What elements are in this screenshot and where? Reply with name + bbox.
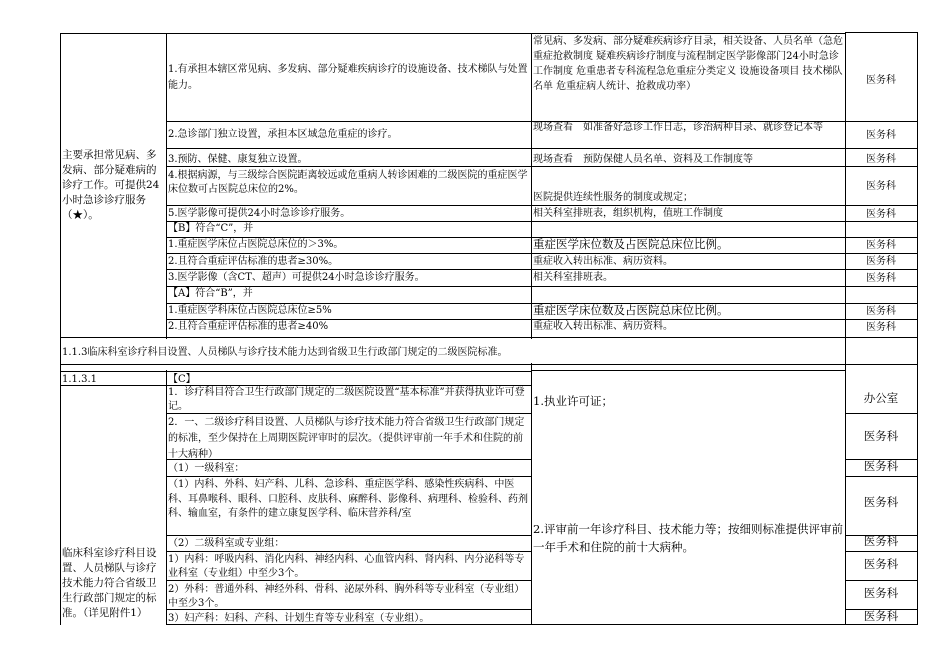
grid-line bbox=[166, 205, 846, 206]
grid-line bbox=[845, 551, 918, 552]
grid-line bbox=[166, 148, 846, 149]
grid-line bbox=[845, 237, 918, 238]
grade-a-header: 【A】符合“B”，并 bbox=[168, 288, 253, 299]
grid-line bbox=[845, 205, 918, 206]
req-b3: 3.医学影像（含CT、超声）可提供24小时急诊诊疗服务。 bbox=[168, 272, 425, 283]
method-review: 2.评审前一年诊疗科目、技术能力等；按细则标准提供评审前一年手术和住院的前十大病种。 bbox=[533, 522, 843, 554]
req-l5: （2）二级科室或专业组： bbox=[168, 538, 285, 549]
grid-line bbox=[845, 580, 918, 581]
req-c2: 2.急诊部门独立设置，承担本区域急危重症的诊疗。 bbox=[168, 129, 398, 140]
col-a-main-text: 主要承担常见病、多发病、部分疑难病的诊疗工作。可提供24小时急诊诊疗服务（★）。 bbox=[62, 149, 160, 221]
dept-c2: 医务科 bbox=[866, 130, 896, 141]
grid-line bbox=[845, 148, 918, 149]
req-a1: 1.重症医学科床位占医院总床位≥5% bbox=[168, 305, 332, 316]
req-c3: 3.预防、保健、康复独立设置。 bbox=[168, 154, 308, 165]
req-l3: （1）一级科室： bbox=[168, 463, 245, 474]
grid-line bbox=[166, 551, 532, 552]
col-a-lower-text: 临床科室诊疗科目设置、人员梯队与诊疗技术能力符合省级卫生行政部门规定的标准。（详见附件1） bbox=[62, 547, 157, 619]
dept-l5: 医务科 bbox=[863, 534, 899, 548]
method-b3: 相关科室排班表。 bbox=[533, 272, 613, 283]
section-113-title: 1.1.3临床科室诊疗科目设置、人员梯队与诊疗技术能力达到省级卫生行政部门规定的二级医院标准。 bbox=[62, 347, 508, 358]
dept-l3: 医务科 bbox=[863, 459, 899, 473]
grid-line bbox=[845, 413, 918, 414]
req-c1: 1.有承担本辖区常见病、多发病、部分疑难疾病诊疗的设施设备、技术梯队与处置能力。 bbox=[168, 64, 528, 91]
req-l4: （1）内科、外科、妇产科、儿科、急诊科、重症医学科、感染性疾病科、中医科、耳鼻喉科、眼科、口腔科、皮肤科、麻醉科、影像科、病理科、检验科、药剂科、输血室，有条件的建立康复医学科、临床营养科/室 bbox=[168, 479, 528, 519]
req-l1: 1．诊疗科目符合卫生行政部门规定的二级医院设置“基本标准”并获得执业许可登记。 bbox=[168, 387, 525, 412]
grid-line bbox=[845, 269, 918, 270]
grade-b-header: 【B】符合“C”，并 bbox=[168, 223, 254, 234]
method-a2: 重症收入转出标准、病历资料。 bbox=[533, 321, 673, 332]
req-c4: 4.根据病源，与三级综合医院距离较远或危重病人转诊困难的二级医院的重症医学床位数可占医院总床位的2%。 bbox=[168, 170, 528, 195]
grid-line bbox=[166, 166, 846, 167]
section-code-1131: 1.1.3.1 bbox=[62, 374, 97, 385]
req-l8: 3）妇产科：妇科、产科、计划生育等专业科室（专业组）。 bbox=[168, 613, 430, 624]
grid-line bbox=[166, 269, 846, 270]
grid-line bbox=[166, 253, 846, 254]
grid-line bbox=[845, 303, 918, 304]
grid-line bbox=[60, 371, 532, 372]
req-b1: 1.重症医学床位占医院总床位的＞3%。 bbox=[168, 239, 344, 250]
method-b1: 重症医学床位数及占医院总床位比例。 bbox=[533, 237, 729, 251]
dept-b3: 医务科 bbox=[866, 273, 896, 284]
dept-l1: 办公室 bbox=[863, 391, 899, 405]
grid-line bbox=[531, 33, 532, 339]
grid-line bbox=[845, 121, 918, 122]
dept-b1: 医务科 bbox=[866, 240, 896, 251]
grid-line bbox=[60, 33, 61, 339]
dept-a1: 医务科 bbox=[866, 306, 896, 317]
method-c2: 现场查看 如准备好急诊工作日志，诊治病种目录、就诊登记本等 bbox=[533, 122, 823, 133]
method-license: 1.执业许可证； bbox=[533, 394, 613, 408]
method-c1: 常见病、多发病、部分疑难疾病诊疗目录，相关设备、人员名单（急危重症抢救制度 疑难疾病诊疗制度与流程制定医学影像部门24小时急诊工作制度 危重患者专科流程急危重症分类定义 设施设备项目 技术梯队名单 危重症病人统计、抢救成功率） bbox=[533, 36, 843, 92]
dept-a2: 医务科 bbox=[866, 322, 896, 333]
req-b2: 2.且符合重症评估标准的患者≥30%。 bbox=[168, 256, 339, 267]
grid-line bbox=[845, 166, 918, 167]
method-c4: 医院提供连续性服务的制度或规定； bbox=[533, 192, 693, 203]
grid-line bbox=[60, 364, 846, 365]
dept-c4: 医务科 bbox=[866, 181, 896, 192]
method-c3: 现场查看 预防保健人员名单、资料及工作制度等 bbox=[533, 154, 753, 165]
grid-line bbox=[531, 370, 846, 371]
grid-line bbox=[845, 286, 918, 287]
grid-line bbox=[166, 535, 532, 536]
grid-line bbox=[531, 363, 532, 625]
grid-line bbox=[845, 221, 918, 222]
dept-l8: 医务科 bbox=[863, 609, 899, 623]
grid-line bbox=[845, 337, 918, 338]
dept-l2: 医务科 bbox=[863, 429, 899, 443]
grid-line bbox=[531, 624, 846, 625]
dept-c5: 医务科 bbox=[866, 209, 896, 220]
dept-b2: 医务科 bbox=[866, 256, 896, 267]
grid-line bbox=[166, 370, 167, 625]
grid-line bbox=[166, 33, 167, 339]
grid-line bbox=[845, 319, 918, 320]
dept-l6: 医务科 bbox=[863, 557, 899, 571]
req-l6: 1）内科：呼吸内科、消化内科、神经内科、心血管内科、肾内科、内分泌科等专业科室（专业组）中至少3个。 bbox=[168, 554, 525, 579]
req-l7: 2）外科：普通外科、神经外科、骨科、泌尿外科、胸外科等专业科室（专业组）中至少3个。 bbox=[168, 584, 525, 609]
method-a1: 重症医学床位数及占医院总床位比例。 bbox=[533, 303, 729, 317]
method-b2: 重症收入转出标准、病历资料。 bbox=[533, 256, 673, 267]
dept-l4: 医务科 bbox=[863, 495, 899, 509]
grid-line bbox=[845, 364, 918, 365]
dept-l7: 医务科 bbox=[863, 586, 899, 600]
grid-line bbox=[845, 32, 918, 33]
req-c5: 5.医学影像可提供24小时急诊诊疗服务。 bbox=[168, 208, 351, 219]
grid-line bbox=[845, 476, 918, 477]
req-a2: 2.且符合重症评估标准的患者≥40% bbox=[168, 321, 329, 332]
req-l2: 2．一、二级诊疗科目设置、人员梯队与诊疗技术能力符合省级卫生行政部门规定的标准，至少保持在上周期医院评审时的层次。（提供评审前一年手术和住院的前十大病种） bbox=[168, 417, 525, 460]
grid-line bbox=[60, 337, 61, 625]
grid-line bbox=[60, 337, 846, 338]
grid-line bbox=[845, 253, 918, 254]
dept-c1: 医务科 bbox=[866, 75, 896, 86]
method-c5: 相关科室排班表，组织机构，值班工作制度 bbox=[533, 208, 723, 219]
grid-line bbox=[166, 476, 532, 477]
grade-c-header: 【C】 bbox=[168, 374, 196, 385]
dept-c3: 医务科 bbox=[866, 154, 896, 165]
